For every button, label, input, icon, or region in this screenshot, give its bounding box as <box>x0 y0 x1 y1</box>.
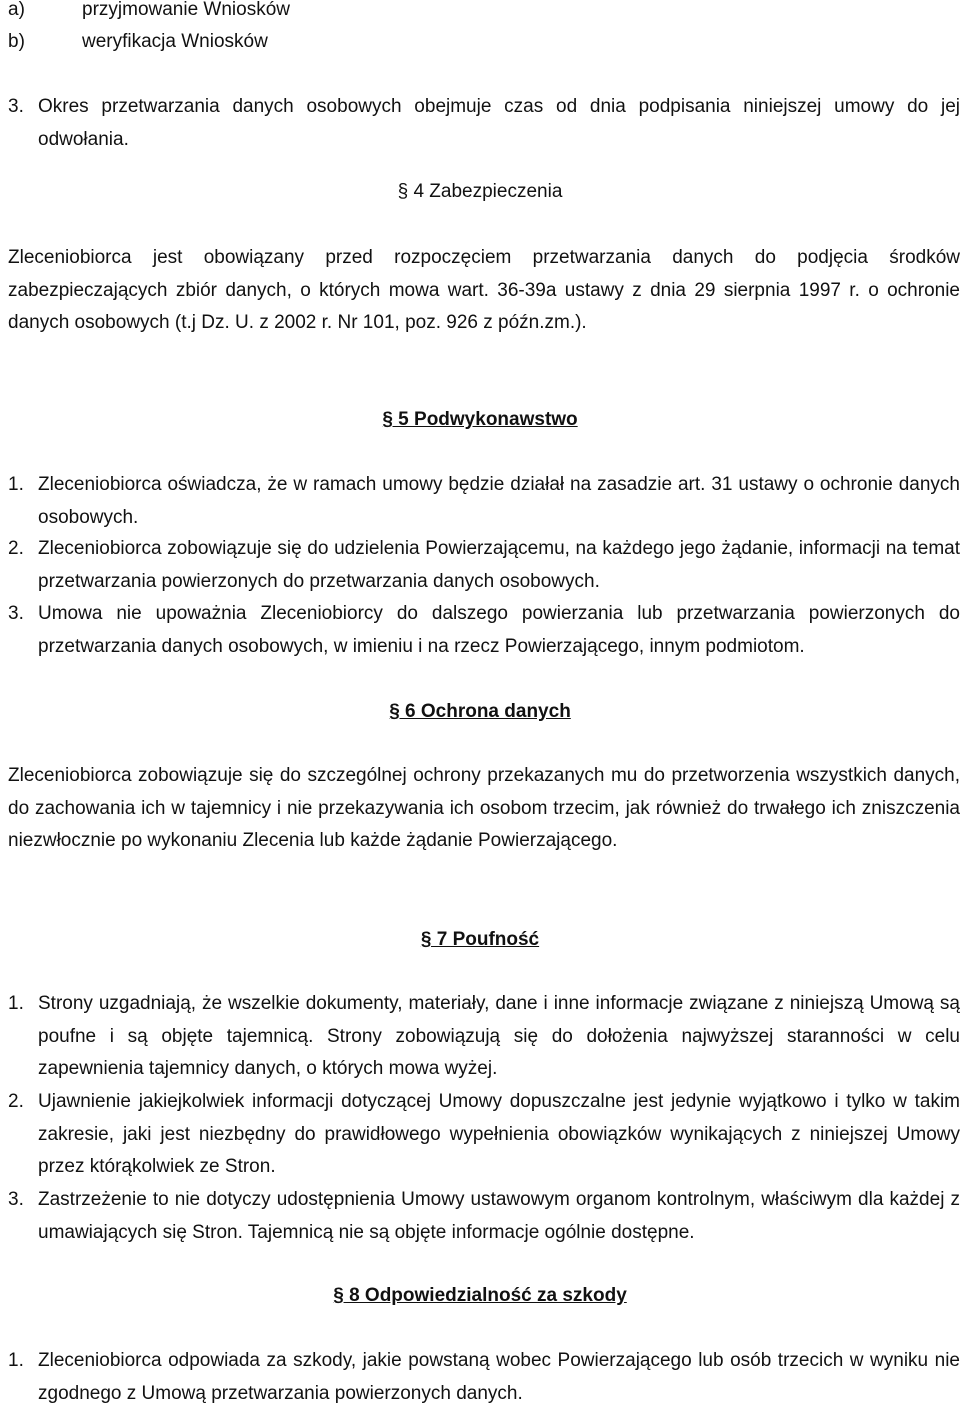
paragraph: Zleceniobiorca jest obowiązany przed rozpoczęciem przetwarzania danych do podjęcia środków zabezpieczających zbiór danych, o których mowa wart. 36-39a ustawy z dnia 29 sierpnia 1997 r. o ochronie danych osobowych (t.j Dz. U. z 2002 r. Nr 101, poz. 926 z późn.zm.). <box>8 247 960 333</box>
list-item-text: weryfikacja Wniosków <box>82 31 268 52</box>
list-item: Zleceniobiorca oświadcza, że w ramach umowy będzie działał na zasadzie art. 31 ustawy o ochronie danych osobowych. <box>38 474 960 528</box>
section-heading: § 8 Odpowiedzialność za szkody <box>333 1285 627 1306</box>
item-marker: 3. <box>8 1189 24 1210</box>
item-marker: 2. <box>8 1091 24 1112</box>
section-heading: § 4 Zabezpieczenia <box>397 181 563 202</box>
list-item-text: przyjmowanie Wniosków <box>82 0 291 20</box>
item-marker: 1. <box>8 1350 24 1371</box>
list-marker: b) <box>8 31 25 52</box>
list-marker: a) <box>8 0 25 20</box>
paragraph: Zleceniobiorca zobowiązuje się do szczególnej ochrony przekazanych mu do przetworzenia wszystkich danych, do zachowania ich w tajemnicy i nie przekazywania ich osobom trzecim, jak również do trwałego ich zniszczenia niezwłocznie po wykonaniu Zlecenia lub każde żądanie Powierzającego. <box>8 765 960 851</box>
list-item: Zastrzeżenie to nie dotyczy udostępnienia Umowy ustawowym organom kontrolnym, właściwym dla każdej z umawiających się Stron. Tajemnicą nie są objęte informacje ogólnie dostępne. <box>38 1189 960 1243</box>
list-item: Zleceniobiorca odpowiada za szkody, jakie powstaną wobec Powierzającego lub osób trzecich w wyniku nie zgodnego z Umową przetwarzania powierzonych danych. <box>38 1350 960 1404</box>
list-item: Strony uzgadniają, że wszelkie dokumenty, materiały, dane i inne informacje związane z niniejszą Umową są poufne i są objęte tajemnicą. Strony zobowiązują się do dołożenia najwyższej staranności w celu zapewnienia tajemnicy danych, o których mowa wyżej. <box>38 993 960 1079</box>
list-item: Ujawnienie jakiejkolwiek informacji dotyczącej Umowy dopuszczalne jest jedynie wyjątkowo i tylko w takim zakresie, jaki jest niezbędny do prawidłowego wypełnienia obowiązków wynikających z niniejszej Umowy przez którąkolwiek ze Stron. <box>38 1091 960 1177</box>
list-item: Umowa nie upoważnia Zleceniobiorcy do dalszego powierzania lub przetwarzania powierzonych do przetwarzania danych osobowych, w imieniu i na rzecz Powierzającego, innym podmiotom. <box>38 603 960 657</box>
section-heading: § 6 Ochrona danych <box>389 701 571 722</box>
list-item: Zleceniobiorca zobowiązuje się do udzielenia Powierzającemu, na każdego jego żądanie, informacji na temat przetwarzania powierzonych do przetwarzania danych osobowych. <box>38 538 960 592</box>
item-marker: 1. <box>8 474 24 495</box>
paragraph: Okres przetwarzania danych osobowych obejmuje czas od dnia podpisania niniejszej umowy do jej odwołania. <box>38 96 960 150</box>
section-heading: § 7 Poufność <box>420 929 540 950</box>
item-marker: 3. <box>8 96 24 117</box>
item-marker: 2. <box>8 538 24 559</box>
item-marker: 3. <box>8 603 24 624</box>
section-heading: § 5 Podwykonawstwo <box>382 409 578 430</box>
item-marker: 1. <box>8 993 24 1014</box>
